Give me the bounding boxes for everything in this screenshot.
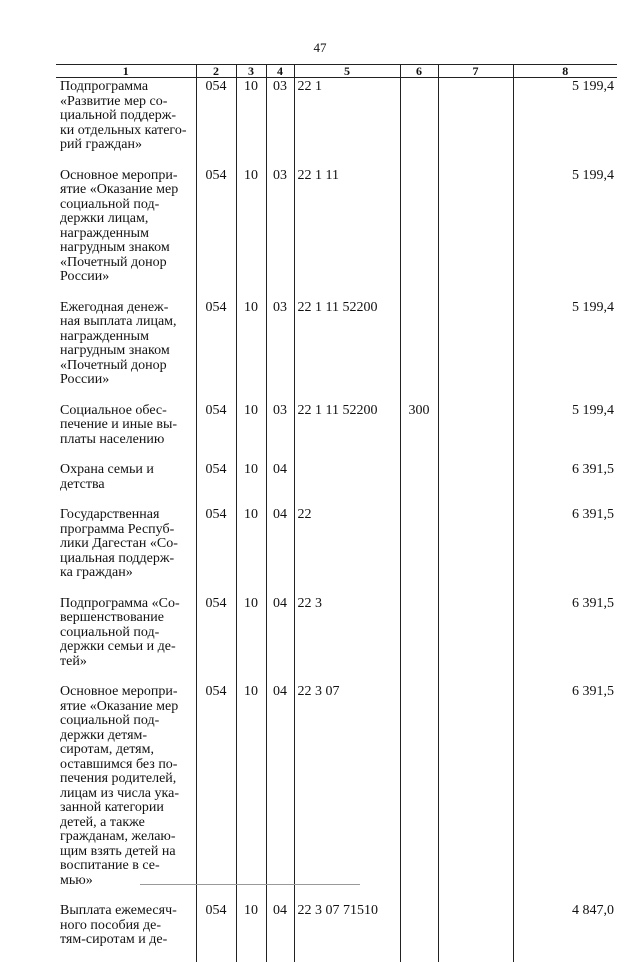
cell-col-7 bbox=[438, 461, 513, 506]
header-col-8: 8 bbox=[513, 65, 617, 78]
cell-admin-code: 054 bbox=[196, 683, 236, 902]
table-header bbox=[56, 65, 617, 78]
cell-expense-type bbox=[400, 683, 438, 902]
cell-expense-type bbox=[400, 461, 438, 506]
table-row bbox=[56, 902, 617, 962]
cell-section: 10 bbox=[236, 506, 266, 595]
table-row bbox=[56, 299, 617, 402]
cell-target-code: 22 1 bbox=[294, 78, 400, 167]
cell-target-code: 22 1 11 52200 bbox=[294, 402, 400, 462]
header-col-4: 4 bbox=[266, 65, 294, 78]
cell-amount: 6 391,5 bbox=[513, 595, 617, 684]
cell-expense-type bbox=[400, 595, 438, 684]
cell-section: 10 bbox=[236, 902, 266, 962]
header-col-1: 1 bbox=[56, 65, 196, 78]
table-row bbox=[56, 506, 617, 595]
cell-target-code bbox=[294, 461, 400, 506]
cell-admin-code: 054 bbox=[196, 595, 236, 684]
cell-col-7 bbox=[438, 402, 513, 462]
header-col-3: 3 bbox=[236, 65, 266, 78]
cell-subsection: 04 bbox=[266, 683, 294, 902]
row-name: Подпрограмма «Развитие мер со- циальной поддерж- ки отдельных катего- рий граждан» bbox=[60, 79, 187, 152]
cell-amount: 5 199,4 bbox=[513, 402, 617, 462]
budget-table bbox=[56, 64, 617, 962]
cell-section: 10 bbox=[236, 402, 266, 462]
table-row bbox=[56, 461, 617, 506]
cell-target-code: 22 3 07 bbox=[294, 683, 400, 902]
cell-amount: 6 391,5 bbox=[513, 683, 617, 902]
cell-admin-code: 054 bbox=[196, 506, 236, 595]
cell-target-code: 22 bbox=[294, 506, 400, 595]
header-col-5: 5 bbox=[294, 65, 400, 78]
bottom-scan-line bbox=[140, 884, 360, 885]
table-row bbox=[56, 683, 617, 902]
cell-expense-type bbox=[400, 299, 438, 402]
cell-expense-type bbox=[400, 902, 438, 962]
table-row bbox=[56, 167, 617, 299]
cell-admin-code: 054 bbox=[196, 902, 236, 962]
cell-col-7 bbox=[438, 299, 513, 402]
page-number: 47 bbox=[313, 40, 327, 55]
cell-expense-type bbox=[400, 506, 438, 595]
cell-amount: 6 391,5 bbox=[513, 461, 617, 506]
cell-section: 10 bbox=[236, 167, 266, 299]
table-row bbox=[56, 402, 617, 462]
cell-col-7 bbox=[438, 78, 513, 167]
cell-subsection: 03 bbox=[266, 402, 294, 462]
cell-col-7 bbox=[438, 506, 513, 595]
cell-expense-type bbox=[400, 167, 438, 299]
cell-target-code: 22 1 11 52200 bbox=[294, 299, 400, 402]
row-name: Государственная программа Респуб- лики Дагестан «Со- циальная поддерж- ка граждан» bbox=[60, 507, 178, 580]
header-col-7: 7 bbox=[438, 65, 513, 78]
cell-section: 10 bbox=[236, 299, 266, 402]
cell-col-7 bbox=[438, 167, 513, 299]
cell-expense-type: 300 bbox=[400, 402, 438, 462]
cell-expense-type bbox=[400, 78, 438, 167]
cell-amount: 4 847,0 bbox=[513, 902, 617, 962]
cell-subsection: 03 bbox=[266, 167, 294, 299]
cell-admin-code: 054 bbox=[196, 461, 236, 506]
cell-subsection: 04 bbox=[266, 902, 294, 962]
cell-target-code: 22 1 11 bbox=[294, 167, 400, 299]
cell-admin-code: 054 bbox=[196, 167, 236, 299]
row-name: Основное меропри- ятие «Оказание мер социальной под- держки лицам, награжденным нагрудным знаком «Почетный донор России» bbox=[60, 167, 179, 284]
cell-section: 10 bbox=[236, 78, 266, 167]
table-body bbox=[56, 78, 617, 962]
header-col-2: 2 bbox=[196, 65, 236, 78]
cell-target-code: 22 3 07 71510 bbox=[294, 902, 400, 962]
cell-amount: 6 391,5 bbox=[513, 506, 617, 595]
row-name: Выплата ежемесяч- ного пособия де- тям-сиротам и де- bbox=[60, 903, 177, 947]
cell-admin-code: 054 bbox=[196, 78, 236, 167]
cell-subsection: 04 bbox=[266, 595, 294, 684]
cell-section: 10 bbox=[236, 461, 266, 506]
cell-amount: 5 199,4 bbox=[513, 299, 617, 402]
cell-col-7 bbox=[438, 595, 513, 684]
cell-subsection: 03 bbox=[266, 78, 294, 167]
row-name: Ежегодная денеж- ная выплата лицам, награжденным нагрудным знаком «Почетный донор России» bbox=[60, 299, 177, 387]
cell-amount: 5 199,4 bbox=[513, 78, 617, 167]
row-name: Социальное обес- печение и иные вы- платы населению bbox=[60, 402, 178, 447]
table-row bbox=[56, 595, 617, 684]
header-row bbox=[56, 65, 617, 78]
cell-section: 10 bbox=[236, 595, 266, 684]
cell-subsection: 04 bbox=[266, 506, 294, 595]
cell-target-code: 22 3 bbox=[294, 595, 400, 684]
cell-section: 10 bbox=[236, 683, 266, 902]
row-name: Подпрограмма «Со- вершенствование социальной под- держки семьи и де- тей» bbox=[60, 595, 180, 669]
header-col-6: 6 bbox=[400, 65, 438, 78]
row-name: Основное меропри- ятие «Оказание мер социальной под- держки детям- сиротам, детям, оставшимся без по- печения родителей, лицам из числа ука- занной категории детей, а также гражданам, желаю- щим взять детей на воспитание в се- мью» bbox=[60, 684, 179, 888]
table-row bbox=[56, 78, 617, 167]
cell-admin-code: 054 bbox=[196, 299, 236, 402]
cell-col-7 bbox=[438, 902, 513, 962]
cell-col-7 bbox=[438, 683, 513, 902]
cell-amount: 5 199,4 bbox=[513, 167, 617, 299]
row-name: Охрана семьи и детства bbox=[60, 462, 154, 492]
cell-subsection: 04 bbox=[266, 461, 294, 506]
cell-admin-code: 054 bbox=[196, 402, 236, 462]
cell-subsection: 03 bbox=[266, 299, 294, 402]
